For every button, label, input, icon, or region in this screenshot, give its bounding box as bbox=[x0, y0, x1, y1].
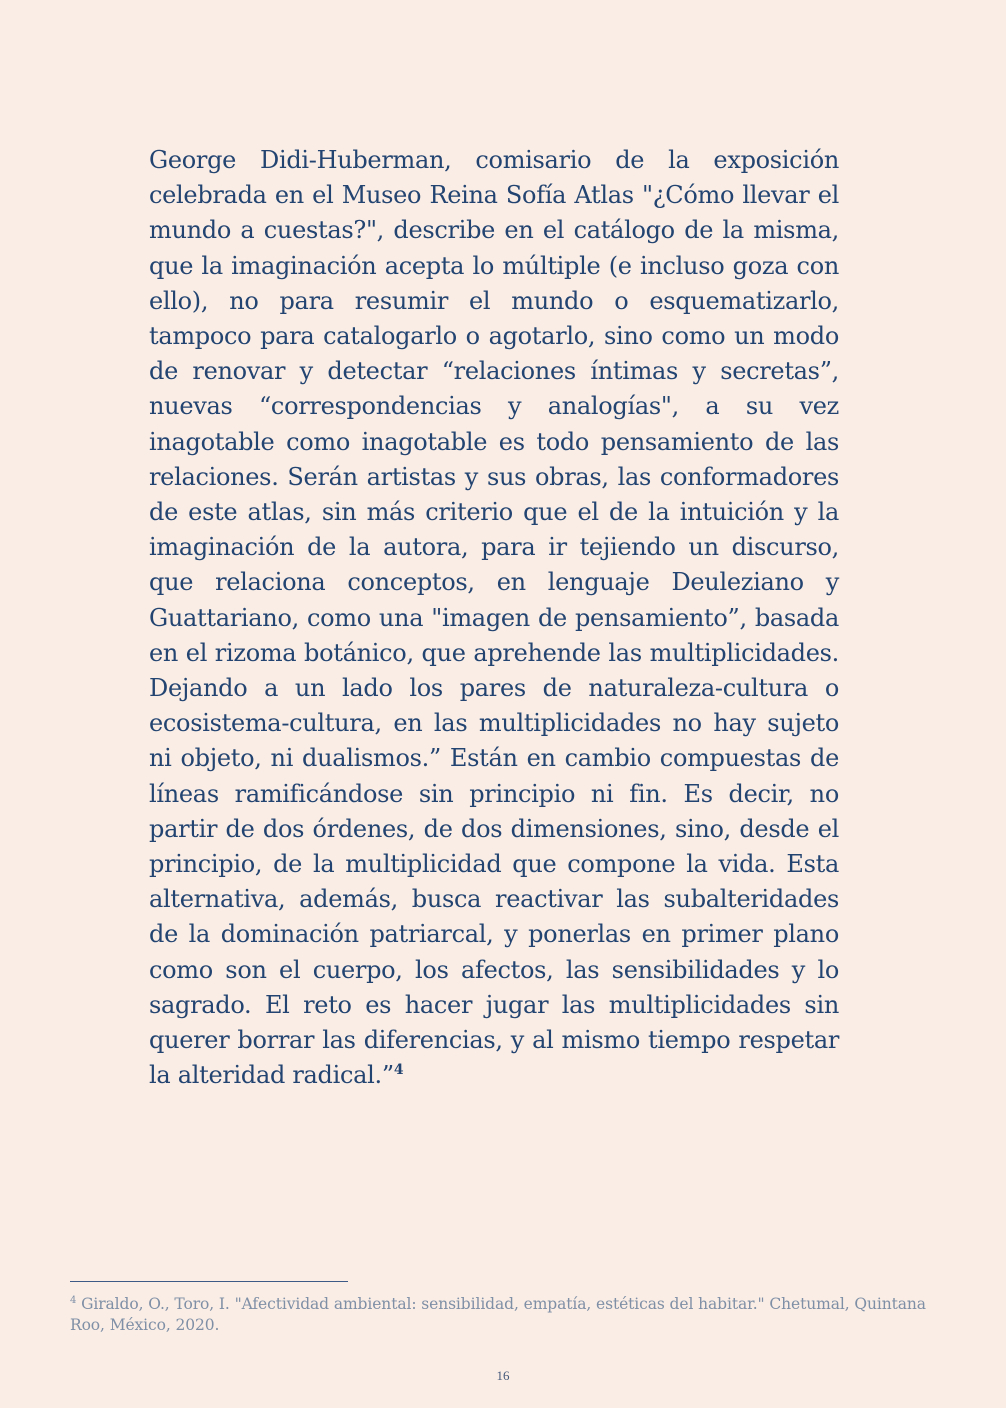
footnote-text: Giraldo, O., Toro, I. "Afectividad ambiental: sensibilidad, empatía, estéticas del habitar." Chetumal, Quintana Roo, México, 2020. bbox=[70, 1295, 926, 1334]
footnote bbox=[70, 1294, 936, 1336]
footnote-reference[interactable]: 4 bbox=[393, 1062, 404, 1079]
footnote-marker: 4 bbox=[70, 1294, 77, 1306]
body-paragraph-text: George Didi-Huberman, comisario de la exposición celebrada en el Museo Reina Sofía Atlas "¿Cómo llevar el mundo a cuestas?", describe en el catálogo de la misma, que la imaginación acepta lo múltiple (e incluso goza con ello), no para resumir el mundo o esquematizarlo, tampoco para catalogarlo o agotarlo, sino como un modo de renovar y detectar “relaciones íntimas y secretas”, nuevas “correspondencias y analogías", a su vez inagotable como inagotable es todo pensamiento de las relaciones. Serán artistas y sus obras, las conformadores de este atlas, sin más criterio que el de la intuición y la imaginación de la autora, para ir tejiendo un discurso, que relaciona conceptos, en lenguaje Deuleziano y Guattariano, como una "imagen de pensamiento”, basada en el rizoma botánico, que aprehende las multiplicidades. Dejando a un lado los pares de naturaleza-cultura o ecosistema-cultura, en las multiplicidades no hay sujeto ni objeto, ni dualismos.” Están en cambio compuestas de líneas ramificándose sin principio ni fin. Es decir, no partir de dos órdenes, de dos dimensiones, sino, desde el principio, de la multiplicidad que compone la vida. Esta alternativa, además, busca reactivar las subalteridades de la dominación patriarcal, y ponerlas en primer plano como son el cuerpo, los afectos, las sensibilidades y lo sagrado. El reto es hacer jugar las multiplicidades sin querer borrar las diferencias, y al mismo tiempo respetar la alteridad radical.” bbox=[149, 146, 839, 1090]
body-paragraph bbox=[149, 143, 839, 1093]
page-number: 16 bbox=[496, 1368, 510, 1383]
footnote-divider bbox=[70, 1281, 348, 1282]
